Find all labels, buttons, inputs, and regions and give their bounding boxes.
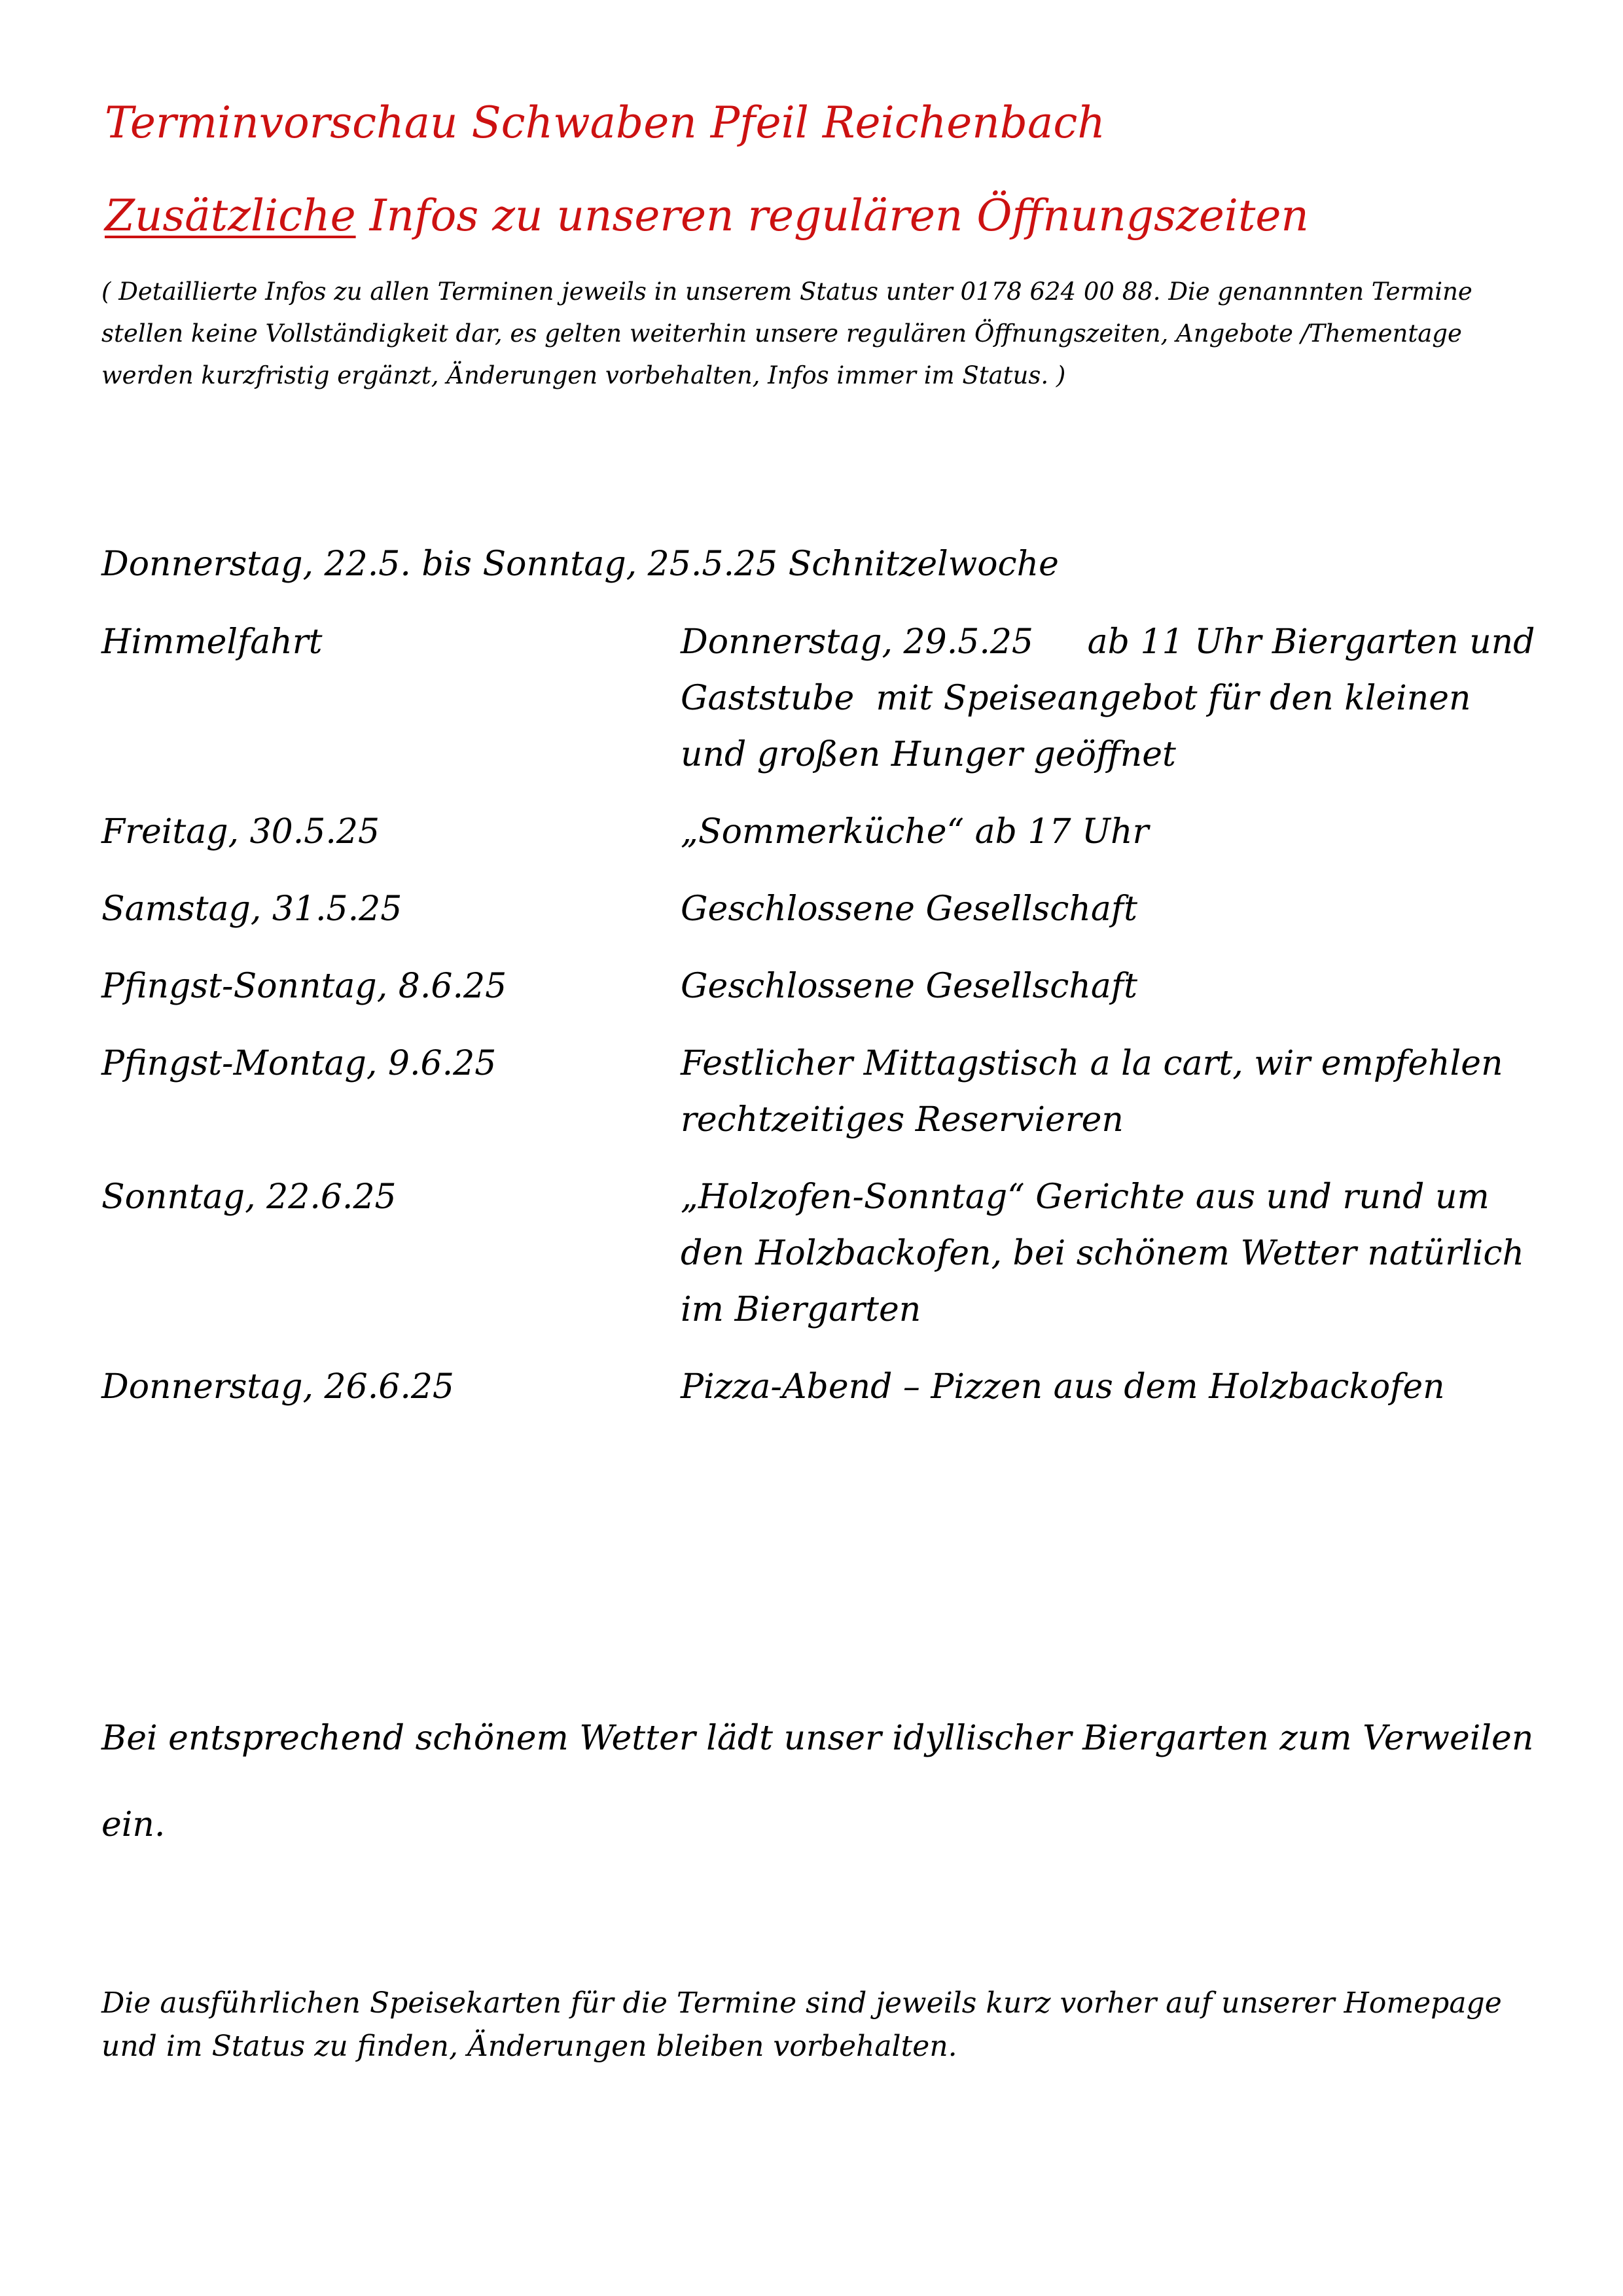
subtitle-underlined-word: Zusätzliche: [105, 190, 356, 241]
event-row: [101, 1359, 1541, 1415]
event-date: Pfingst-Montag, 9.6.25: [101, 1044, 497, 1083]
intro-note: ( Detaillierte Infos zu allen Terminen jeweils in unserem Status unter 0178 624 00 88. Die genannnten Termine stellen keine Vollständigkeit dar, es gelten weiterhin unsere regulären Öffnungszeiten, Angebote /Thementage werden kurzfristig ergänzt, Änderungen vorbehalten, Infos immer im Status. ): [101, 278, 1472, 389]
event-date: Himmelfahrt: [101, 622, 323, 662]
event-row: [101, 614, 1546, 783]
page-subtitle: [105, 190, 1309, 242]
headline-schnitzelwoche: Donnerstag, 22.5. bis Sonntag, 25.5.25 Schnitzelwoche: [101, 545, 1059, 584]
event-description: „Sommerküche“ ab 17 Uhr: [681, 812, 1149, 852]
event-row: [101, 1035, 1541, 1148]
event-row: [101, 804, 1541, 860]
event-date: Samstag, 31.5.25: [101, 889, 402, 929]
event-date: Donnerstag, 26.6.25: [101, 1367, 455, 1407]
event-date: Sonntag, 22.6.25: [101, 1177, 397, 1217]
footer-note: Die ausführlichen Speisekarten für die Termine sind jeweils kurz vorher auf unserer Homepage und im Status zu finden, Änderungen bleiben vorbehalten.: [101, 1986, 1502, 2063]
subtitle-rest: Infos zu unseren regulären Öffnungszeiten: [355, 190, 1309, 241]
event-list: [101, 614, 1546, 1436]
event-description: Donnerstag, 29.5.25 ab 11 Uhr Biergarten und Gaststube mit Speiseangebot für den kleinen und großen Hunger geöffnet: [681, 622, 1546, 774]
event-row: [101, 1169, 1541, 1338]
event-description: Geschlossene Gesellschaft: [681, 889, 1137, 929]
event-row: [101, 958, 1541, 1014]
event-description: Geschlossene Gesellschaft: [681, 967, 1137, 1006]
page-title: Terminvorschau Schwaben Pfeil Reichenbach: [105, 98, 1105, 148]
event-description: Festlicher Mittagstisch a la cart, wir empfehlen rechtzeitiges Reservieren: [681, 1044, 1503, 1139]
event-date: Pfingst-Sonntag, 8.6.25: [101, 967, 507, 1006]
event-description: „Holzofen-Sonntag“ Gerichte aus und rund um den Holzbackofen, bei schönem Wetter natürlich im Biergarten: [681, 1177, 1525, 1329]
event-date: Freitag, 30.5.25: [101, 812, 380, 852]
event-row: [101, 881, 1541, 937]
biergarten-invitation: Bei entsprechend schönem Wetter lädt unser idyllischer Biergarten zum Verweilen ein.: [101, 1719, 1534, 1844]
event-description: Pizza-Abend – Pizzen aus dem Holzbackofen: [681, 1367, 1445, 1407]
